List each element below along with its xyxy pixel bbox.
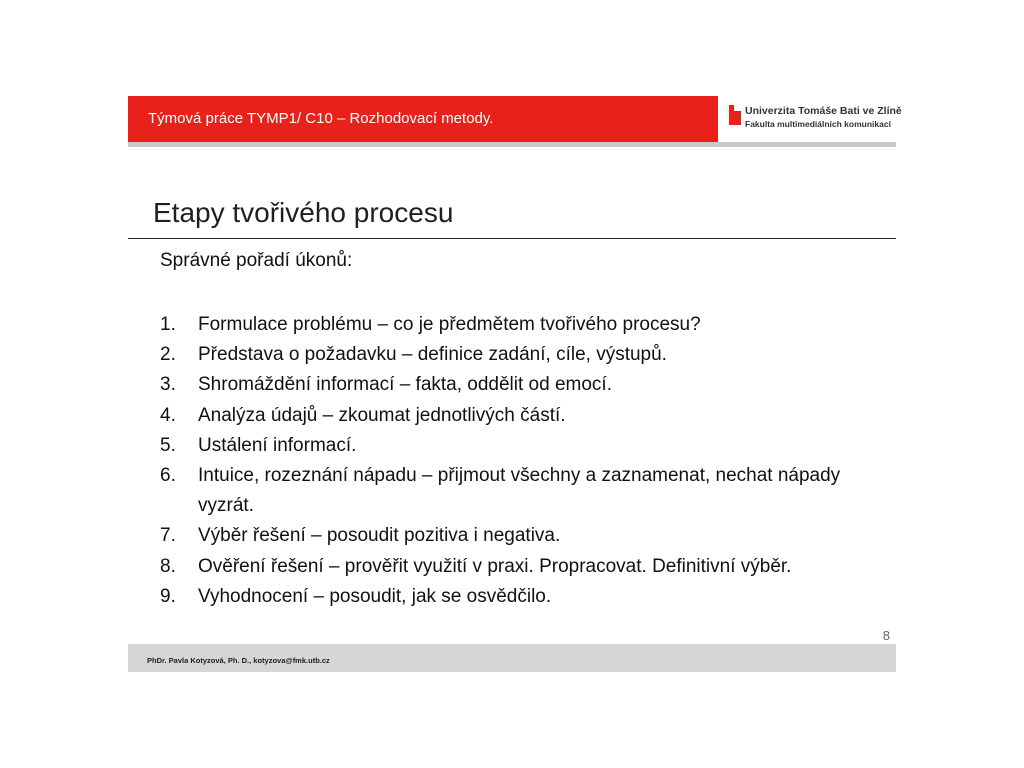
slide-title: Etapy tvořivého procesu xyxy=(153,197,454,228)
list-item-number: 1. xyxy=(160,314,176,335)
list-item-number: 8. xyxy=(160,555,176,577)
list-item-number: 3. xyxy=(160,374,176,396)
list-item-text: Shromáždění informací – fakta, oddělit od emocí. xyxy=(198,374,612,396)
university-name: Univerzita Tomáše Bati ve Zlíně xyxy=(745,105,902,117)
author-contact: PhDr. Pavla Kotyzová, Ph. D., kotyzova@fmk.utb.cz xyxy=(147,656,330,665)
list-item-number: 5. xyxy=(160,434,176,456)
steps-list xyxy=(160,310,880,612)
list-item-number: 9. xyxy=(160,585,176,607)
list-item xyxy=(160,461,880,521)
intro-text: Správné pořadí úkonů: xyxy=(160,250,353,271)
list-item-text: Výběr řešení – posoudit pozitiva i negativa. xyxy=(198,525,561,547)
list-item xyxy=(160,521,880,551)
university-logo-icon xyxy=(729,105,741,125)
footer-bar xyxy=(128,644,896,672)
list-item-text: Analýza údajů – zkoumat jednotlivých částí. xyxy=(198,404,566,426)
list-item-text: Intuice, rozeznání nápadu – přijmout všechny a zaznamenat, nechat nápady vyzrát. xyxy=(198,465,841,517)
page-number: 8 xyxy=(882,628,890,643)
list-item-text: Představa o požadavku – definice zadání, cíle, výstupů. xyxy=(198,344,667,366)
list-item-number: 7. xyxy=(160,525,176,547)
list-item-number: 6. xyxy=(160,465,176,487)
course-title: Týmová práce TYMP1/ C10 – Rozhodovací metody. xyxy=(148,110,494,127)
list-item xyxy=(160,310,880,340)
list-item xyxy=(160,340,880,370)
list-item xyxy=(160,552,880,582)
faculty-name: Fakulta multimediálních komunikací xyxy=(745,119,891,129)
list-item-text: Vyhodnocení – posoudit, jak se osvědčilo. xyxy=(198,585,552,607)
title-divider xyxy=(128,238,896,239)
list-item-number: 2. xyxy=(160,344,176,366)
list-item-text: Ověření řešení – prověřit využití v praxi. Propracovat. Definitivní výběr. xyxy=(198,555,792,577)
list-item xyxy=(160,401,880,431)
header-underline xyxy=(128,142,896,147)
header-bar xyxy=(128,96,718,142)
list-item-text: Formulace problému – co je předmětem tvořivého procesu? xyxy=(198,314,701,335)
list-item xyxy=(160,582,880,612)
list-item-text: Ustálení informací. xyxy=(198,434,357,456)
list-item-number: 4. xyxy=(160,404,176,426)
list-item xyxy=(160,431,880,461)
university-logo xyxy=(729,105,902,133)
list-item xyxy=(160,370,880,400)
